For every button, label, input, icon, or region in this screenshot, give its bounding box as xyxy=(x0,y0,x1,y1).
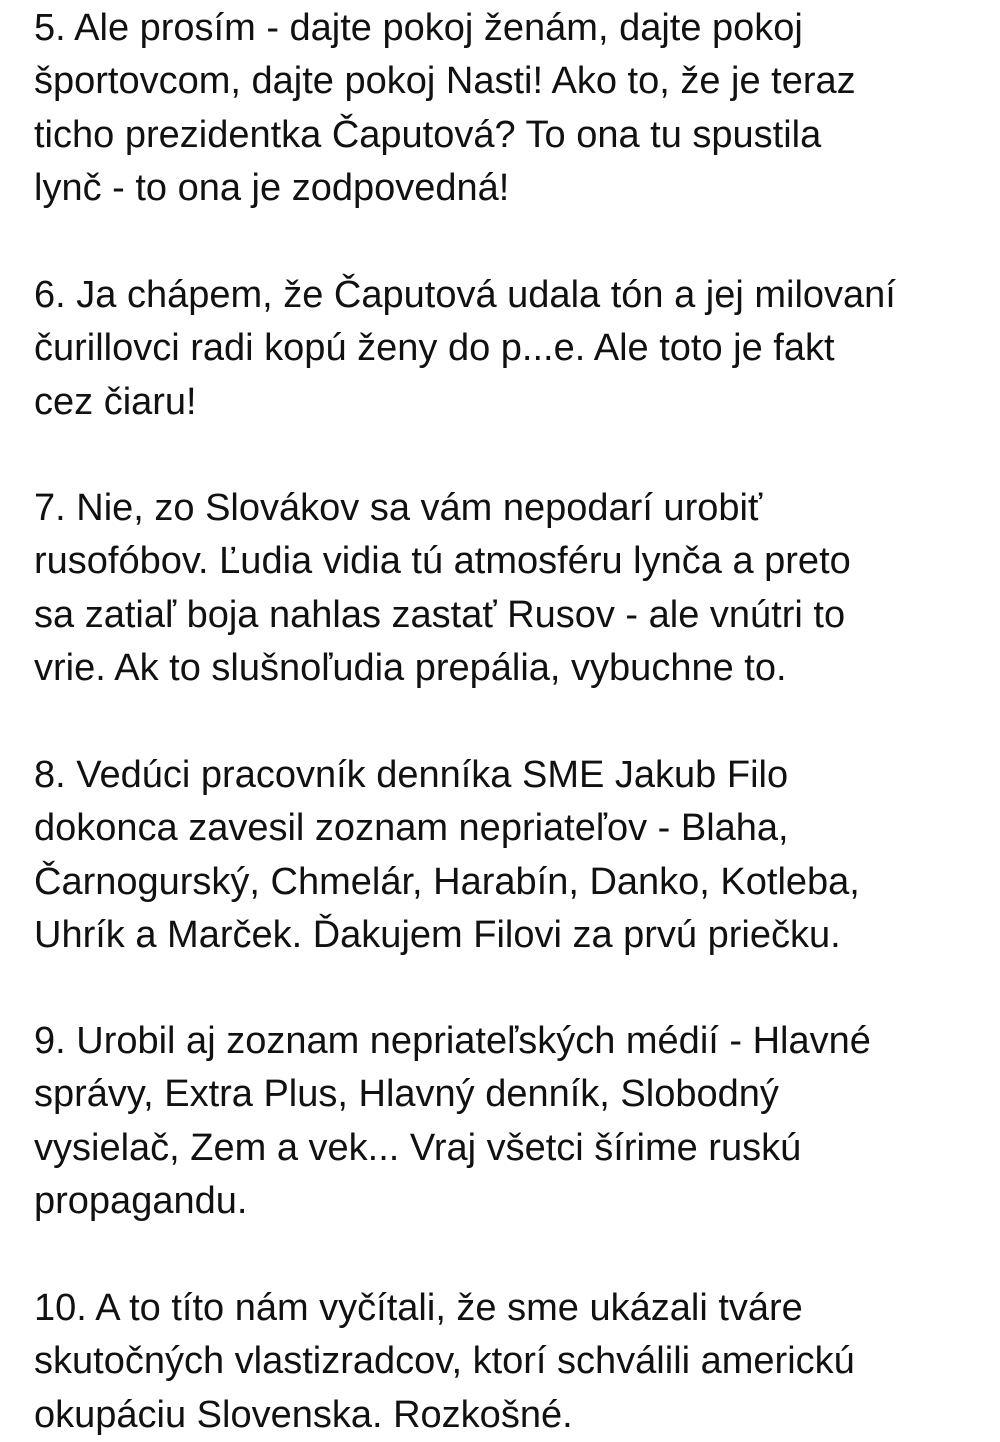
text-line: cez čiaru! xyxy=(34,380,197,423)
text-line: lynč - to ona je zodpovedná! xyxy=(34,166,510,209)
text-line: ticho prezidentka Čaputová? To ona tu spustila xyxy=(34,113,822,156)
text-line: dokonca zavesil zoznam nepriateľov - Blaha, xyxy=(34,807,789,850)
text-line: Čarnogurský, Chmelár, Harabín, Danko, Kotleba, xyxy=(34,860,860,903)
post-paragraph-5 xyxy=(34,2,856,215)
text-line: vysielač, Zem a vek... Vraj všetci šírime ruskú xyxy=(34,1126,802,1169)
text-line: čurillovci radi kopú ženy do p...e. Ale toto je fakt xyxy=(34,327,835,370)
text-line: Uhrík a Marček. Ďakujem Filovi za prvú priečku. xyxy=(34,913,841,956)
text-line: športovcom, dajte pokoj Nasti! Ako to, že je teraz xyxy=(34,60,856,103)
text-line: 7. Nie, zo Slovákov sa vám nepodarí urobiť xyxy=(34,487,763,529)
post-paragraph-8 xyxy=(34,749,860,962)
text-line: 8. Vedúci pracovník denníka SME Jakub Filo xyxy=(34,754,789,796)
text-line: 10. A to títo nám vyčítali, že sme ukázali tváre xyxy=(34,1287,803,1329)
text-line: okupáciu Slovenska. Rozkošné. xyxy=(34,1393,573,1436)
text-line: 5. Ale prosím - dajte pokoj ženám, dajte pokoj xyxy=(34,7,803,49)
text-line: správy, Extra Plus, Hlavný denník, Slobodný xyxy=(34,1073,779,1116)
text-line: 9. Urobil aj zoznam nepriateľských médií - Hlavné xyxy=(34,1020,871,1062)
post-paragraph-9 xyxy=(34,1015,871,1228)
post-paragraph-6 xyxy=(34,269,896,429)
text-line: vrie. Ak to slušnoľudia prepália, vybuchne to. xyxy=(34,646,787,689)
text-line: 6. Ja chápem, že Čaputová udala tón a jej milovaní xyxy=(34,274,896,316)
text-line: sa zatiaľ boja nahlas zastať Rusov - ale vnútri to xyxy=(34,593,846,636)
post-paragraph-10 xyxy=(34,1282,855,1442)
text-line: rusofóbov. Ľudia vidia tú atmosféru lynča a preto xyxy=(34,540,851,583)
text-line: skutočných vlastizradcov, ktorí schválili americkú xyxy=(34,1340,855,1383)
text-line: propagandu. xyxy=(34,1179,248,1222)
post-paragraph-7 xyxy=(34,482,851,695)
